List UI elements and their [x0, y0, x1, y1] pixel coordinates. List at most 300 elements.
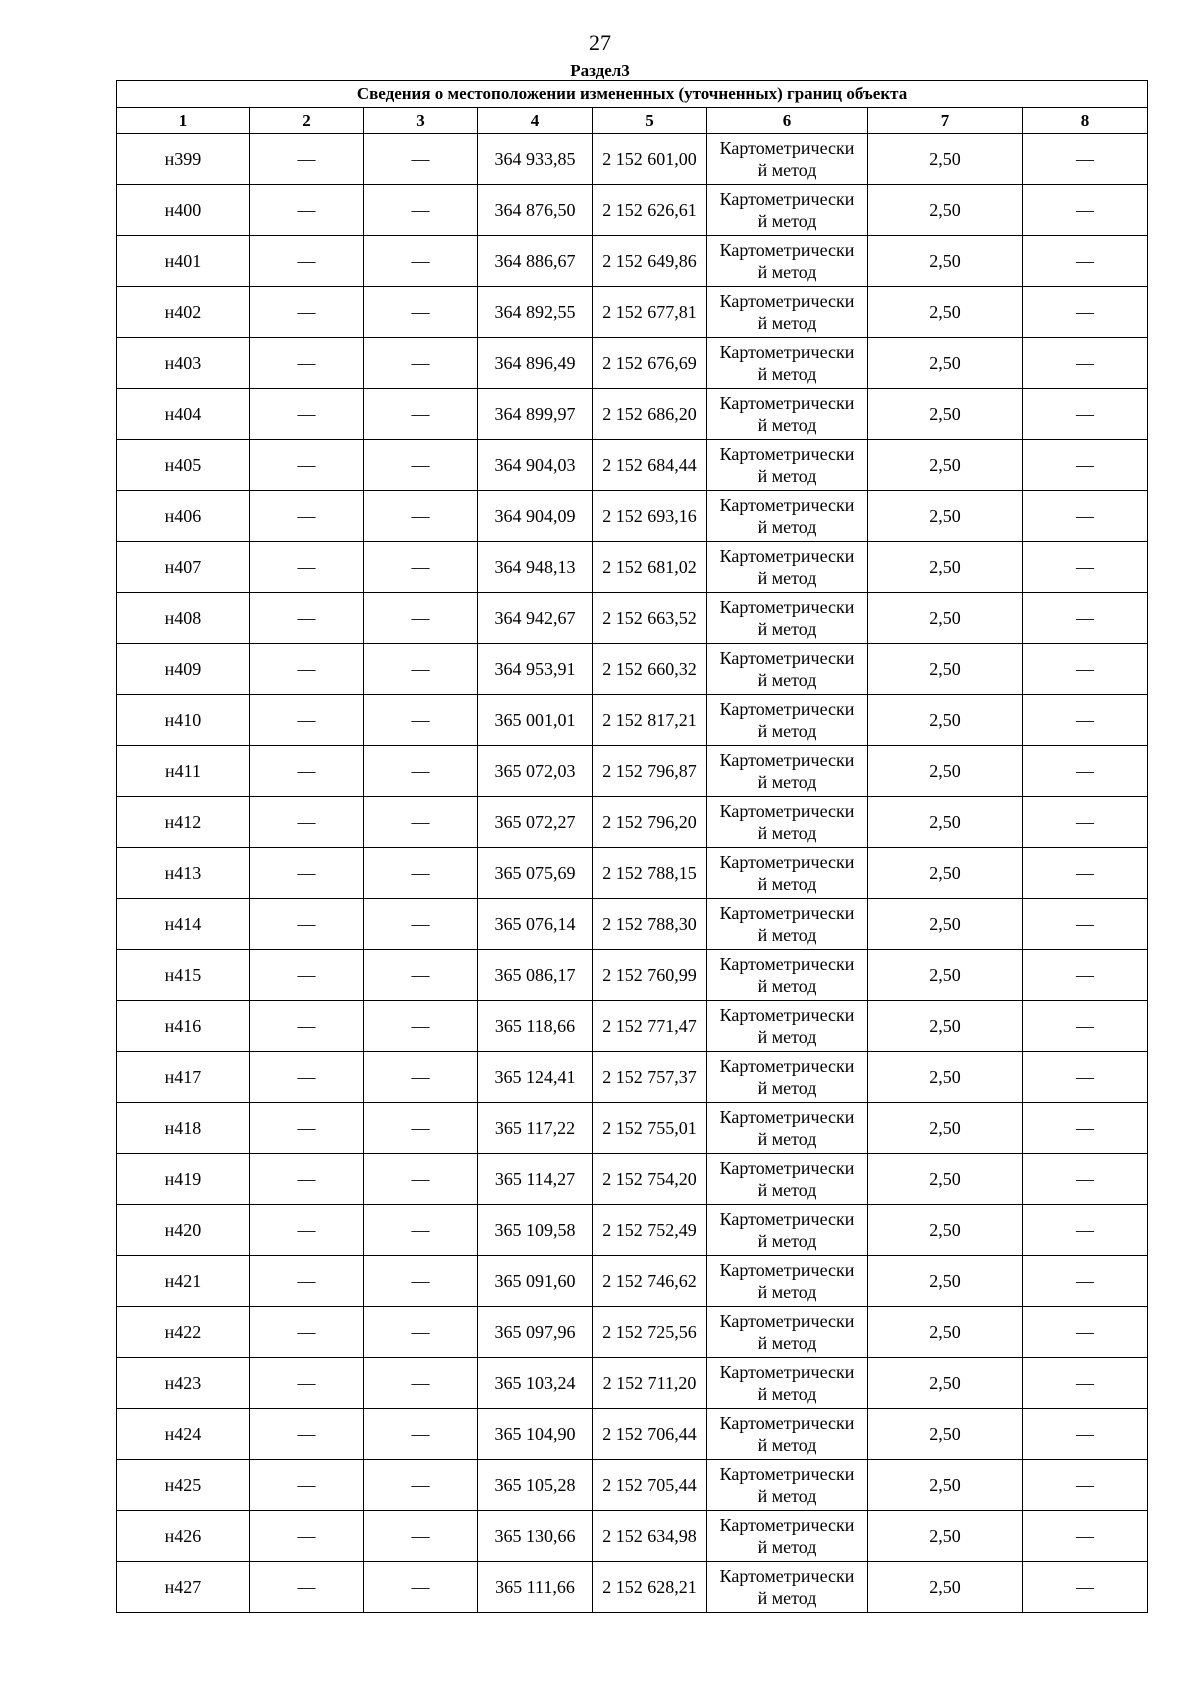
col2-cell: —: [250, 287, 364, 338]
table-row: [117, 899, 1148, 950]
x-coordinate-cell: 364 876,50: [478, 185, 593, 236]
y-coordinate-cell: 2 152 796,20: [593, 797, 707, 848]
method-cell: [707, 1307, 868, 1358]
point-id-cell: н406: [117, 491, 250, 542]
method-cell: [707, 1256, 868, 1307]
point-id-cell: н399: [117, 134, 250, 185]
x-coordinate-cell: 365 109,58: [478, 1205, 593, 1256]
col8-cell: —: [1023, 1001, 1148, 1052]
col2-cell: —: [250, 1052, 364, 1103]
table-row: [117, 1562, 1148, 1613]
method-line: Картометрически: [719, 1107, 855, 1127]
method-cell: [707, 185, 868, 236]
col8-cell: —: [1023, 848, 1148, 899]
point-id-cell: н422: [117, 1307, 250, 1358]
table-row: [117, 491, 1148, 542]
col8-cell: —: [1023, 899, 1148, 950]
x-coordinate-cell: 364 892,55: [478, 287, 593, 338]
table-row: [117, 1358, 1148, 1409]
col3-cell: —: [364, 848, 478, 899]
point-id-cell: н407: [117, 542, 250, 593]
table-row: [117, 746, 1148, 797]
y-coordinate-cell: 2 152 628,21: [593, 1562, 707, 1613]
method-line: Картометрически: [719, 597, 855, 617]
table-row: [117, 1001, 1148, 1052]
x-coordinate-cell: 365 091,60: [478, 1256, 593, 1307]
method-line: Картометрически: [719, 1515, 855, 1535]
accuracy-cell: 2,50: [868, 1409, 1023, 1460]
accuracy-cell: 2,50: [868, 1358, 1023, 1409]
method-line: й метод: [757, 874, 817, 894]
col8-cell: —: [1023, 797, 1148, 848]
method-line: Картометрически: [719, 954, 855, 974]
method-line: й метод: [757, 772, 817, 792]
col3-cell: —: [364, 593, 478, 644]
method-cell: [707, 1358, 868, 1409]
accuracy-cell: 2,50: [868, 338, 1023, 389]
accuracy-cell: 2,50: [868, 1511, 1023, 1562]
point-id-cell: н416: [117, 1001, 250, 1052]
point-id-cell: н421: [117, 1256, 250, 1307]
method-line: й метод: [757, 1078, 817, 1098]
point-id-cell: н415: [117, 950, 250, 1001]
method-line: й метод: [757, 1282, 817, 1302]
y-coordinate-cell: 2 152 649,86: [593, 236, 707, 287]
accuracy-cell: 2,50: [868, 440, 1023, 491]
column-header: 2: [250, 108, 364, 134]
column-header: 8: [1023, 108, 1148, 134]
accuracy-cell: 2,50: [868, 797, 1023, 848]
col8-cell: —: [1023, 1205, 1148, 1256]
accuracy-cell: 2,50: [868, 542, 1023, 593]
method-line: й метод: [757, 1180, 817, 1200]
col2-cell: —: [250, 1460, 364, 1511]
table-row: [117, 1409, 1148, 1460]
method-line: й метод: [757, 517, 817, 537]
col8-cell: —: [1023, 1103, 1148, 1154]
method-cell: [707, 1154, 868, 1205]
y-coordinate-cell: 2 152 725,56: [593, 1307, 707, 1358]
method-line: й метод: [757, 364, 817, 384]
x-coordinate-cell: 364 933,85: [478, 134, 593, 185]
method-line: Картометрически: [719, 1158, 855, 1178]
column-header: 5: [593, 108, 707, 134]
table-row: [117, 644, 1148, 695]
method-line: й метод: [757, 313, 817, 333]
col3-cell: —: [364, 1460, 478, 1511]
col3-cell: —: [364, 1358, 478, 1409]
col3-cell: —: [364, 1103, 478, 1154]
accuracy-cell: 2,50: [868, 1103, 1023, 1154]
col2-cell: —: [250, 491, 364, 542]
table-row: [117, 236, 1148, 287]
method-line: й метод: [757, 670, 817, 690]
col3-cell: —: [364, 1256, 478, 1307]
method-line: Картометрически: [719, 852, 855, 872]
method-cell: [707, 593, 868, 644]
method-line: й метод: [757, 1231, 817, 1251]
col2-cell: —: [250, 1103, 364, 1154]
y-coordinate-cell: 2 152 760,99: [593, 950, 707, 1001]
table-row: [117, 338, 1148, 389]
y-coordinate-cell: 2 152 757,37: [593, 1052, 707, 1103]
col2-cell: —: [250, 1205, 364, 1256]
col8-cell: —: [1023, 542, 1148, 593]
table-row: [117, 1103, 1148, 1154]
table-row: [117, 1205, 1148, 1256]
x-coordinate-cell: 365 072,03: [478, 746, 593, 797]
y-coordinate-cell: 2 152 755,01: [593, 1103, 707, 1154]
point-id-cell: н424: [117, 1409, 250, 1460]
col3-cell: —: [364, 797, 478, 848]
y-coordinate-cell: 2 152 754,20: [593, 1154, 707, 1205]
point-id-cell: н400: [117, 185, 250, 236]
y-coordinate-cell: 2 152 706,44: [593, 1409, 707, 1460]
method-cell: [707, 1562, 868, 1613]
method-line: й метод: [757, 925, 817, 945]
method-line: Картометрически: [719, 495, 855, 515]
method-line: й метод: [757, 1537, 817, 1557]
col2-cell: —: [250, 899, 364, 950]
y-coordinate-cell: 2 152 796,87: [593, 746, 707, 797]
x-coordinate-cell: 365 117,22: [478, 1103, 593, 1154]
method-line: Картометрически: [719, 546, 855, 566]
point-id-cell: н405: [117, 440, 250, 491]
method-line: Картометрически: [719, 291, 855, 311]
x-coordinate-cell: 365 114,27: [478, 1154, 593, 1205]
y-coordinate-cell: 2 152 663,52: [593, 593, 707, 644]
method-line: й метод: [757, 619, 817, 639]
point-id-cell: н412: [117, 797, 250, 848]
col3-cell: —: [364, 338, 478, 389]
x-coordinate-cell: 364 896,49: [478, 338, 593, 389]
method-cell: [707, 695, 868, 746]
x-coordinate-cell: 365 130,66: [478, 1511, 593, 1562]
col2-cell: —: [250, 1511, 364, 1562]
y-coordinate-cell: 2 152 686,20: [593, 389, 707, 440]
table-row: [117, 1154, 1148, 1205]
point-id-cell: н402: [117, 287, 250, 338]
point-id-cell: н413: [117, 848, 250, 899]
method-cell: [707, 389, 868, 440]
col3-cell: —: [364, 389, 478, 440]
method-line: й метод: [757, 568, 817, 588]
accuracy-cell: 2,50: [868, 848, 1023, 899]
col3-cell: —: [364, 1205, 478, 1256]
method-line: Картометрически: [719, 444, 855, 464]
col8-cell: —: [1023, 185, 1148, 236]
method-line: Картометрически: [719, 393, 855, 413]
method-cell: [707, 338, 868, 389]
table-title-row: [117, 81, 1148, 108]
col3-cell: —: [364, 746, 478, 797]
y-coordinate-cell: 2 152 660,32: [593, 644, 707, 695]
point-id-cell: н401: [117, 236, 250, 287]
col8-cell: —: [1023, 1256, 1148, 1307]
y-coordinate-cell: 2 152 693,16: [593, 491, 707, 542]
col8-cell: —: [1023, 644, 1148, 695]
col2-cell: —: [250, 1562, 364, 1613]
accuracy-cell: 2,50: [868, 389, 1023, 440]
method-cell: [707, 236, 868, 287]
method-line: Картометрически: [719, 1209, 855, 1229]
accuracy-cell: 2,50: [868, 236, 1023, 287]
section-title: Раздел3: [570, 61, 630, 80]
col8-cell: —: [1023, 695, 1148, 746]
method-line: Картометрически: [719, 1464, 855, 1484]
method-cell: [707, 746, 868, 797]
col3-cell: —: [364, 236, 478, 287]
accuracy-cell: 2,50: [868, 1307, 1023, 1358]
col2-cell: —: [250, 797, 364, 848]
col3-cell: —: [364, 287, 478, 338]
x-coordinate-cell: 365 103,24: [478, 1358, 593, 1409]
x-coordinate-cell: 364 886,67: [478, 236, 593, 287]
column-header: 7: [868, 108, 1023, 134]
table-row: [117, 1256, 1148, 1307]
method-line: Картометрически: [719, 138, 855, 158]
x-coordinate-cell: 364 948,13: [478, 542, 593, 593]
point-id-cell: н423: [117, 1358, 250, 1409]
table-row: [117, 1052, 1148, 1103]
method-line: й метод: [757, 1486, 817, 1506]
column-header: 4: [478, 108, 593, 134]
table-row: [117, 1460, 1148, 1511]
table-row: [117, 593, 1148, 644]
col3-cell: —: [364, 950, 478, 1001]
y-coordinate-cell: 2 152 684,44: [593, 440, 707, 491]
accuracy-cell: 2,50: [868, 1256, 1023, 1307]
method-cell: [707, 644, 868, 695]
col2-cell: —: [250, 134, 364, 185]
method-line: Картометрически: [719, 1566, 855, 1586]
col8-cell: —: [1023, 287, 1148, 338]
col2-cell: —: [250, 1307, 364, 1358]
table-row: [117, 797, 1148, 848]
method-cell: [707, 134, 868, 185]
col3-cell: —: [364, 1001, 478, 1052]
table-row: [117, 134, 1148, 185]
col2-cell: —: [250, 542, 364, 593]
table-row: [117, 1307, 1148, 1358]
col2-cell: —: [250, 695, 364, 746]
point-id-cell: н418: [117, 1103, 250, 1154]
method-cell: [707, 1103, 868, 1154]
accuracy-cell: 2,50: [868, 644, 1023, 695]
col2-cell: —: [250, 950, 364, 1001]
method-cell: [707, 1001, 868, 1052]
method-line: й метод: [757, 262, 817, 282]
accuracy-cell: 2,50: [868, 185, 1023, 236]
column-header: 3: [364, 108, 478, 134]
col3-cell: —: [364, 1052, 478, 1103]
y-coordinate-cell: 2 152 771,47: [593, 1001, 707, 1052]
x-coordinate-cell: 365 075,69: [478, 848, 593, 899]
point-id-cell: н410: [117, 695, 250, 746]
method-line: й метод: [757, 721, 817, 741]
col3-cell: —: [364, 899, 478, 950]
accuracy-cell: 2,50: [868, 1052, 1023, 1103]
col2-cell: —: [250, 593, 364, 644]
method-line: й метод: [757, 823, 817, 843]
accuracy-cell: 2,50: [868, 746, 1023, 797]
col8-cell: —: [1023, 1052, 1148, 1103]
y-coordinate-cell: 2 152 788,15: [593, 848, 707, 899]
accuracy-cell: 2,50: [868, 1205, 1023, 1256]
col8-cell: —: [1023, 1460, 1148, 1511]
method-line: Картометрически: [719, 1056, 855, 1076]
col8-cell: —: [1023, 1358, 1148, 1409]
method-line: Картометрически: [719, 189, 855, 209]
method-line: Картометрически: [719, 240, 855, 260]
col8-cell: —: [1023, 338, 1148, 389]
x-coordinate-cell: 364 899,97: [478, 389, 593, 440]
point-id-cell: н408: [117, 593, 250, 644]
accuracy-cell: 2,50: [868, 1001, 1023, 1052]
method-cell: [707, 899, 868, 950]
table-row: [117, 848, 1148, 899]
y-coordinate-cell: 2 152 746,62: [593, 1256, 707, 1307]
x-coordinate-cell: 365 076,14: [478, 899, 593, 950]
point-id-cell: н404: [117, 389, 250, 440]
page-number: 27: [589, 30, 611, 55]
y-coordinate-cell: 2 152 817,21: [593, 695, 707, 746]
col8-cell: —: [1023, 1409, 1148, 1460]
table-row: [117, 542, 1148, 593]
column-number-row: [117, 108, 1148, 134]
accuracy-cell: 2,50: [868, 1562, 1023, 1613]
method-line: Картометрически: [719, 903, 855, 923]
method-cell: [707, 287, 868, 338]
point-id-cell: н417: [117, 1052, 250, 1103]
col3-cell: —: [364, 134, 478, 185]
method-line: й метод: [757, 466, 817, 486]
point-id-cell: н420: [117, 1205, 250, 1256]
method-cell: [707, 1052, 868, 1103]
method-line: Картометрически: [719, 699, 855, 719]
col3-cell: —: [364, 185, 478, 236]
point-id-cell: н426: [117, 1511, 250, 1562]
col3-cell: —: [364, 1409, 478, 1460]
method-cell: [707, 1460, 868, 1511]
col8-cell: —: [1023, 1307, 1148, 1358]
col8-cell: —: [1023, 491, 1148, 542]
col8-cell: —: [1023, 950, 1148, 1001]
x-coordinate-cell: 365 001,01: [478, 695, 593, 746]
table-row: [117, 1511, 1148, 1562]
col3-cell: —: [364, 1154, 478, 1205]
y-coordinate-cell: 2 152 677,81: [593, 287, 707, 338]
col3-cell: —: [364, 491, 478, 542]
col8-cell: —: [1023, 593, 1148, 644]
col2-cell: —: [250, 1001, 364, 1052]
x-coordinate-cell: 364 953,91: [478, 644, 593, 695]
method-cell: [707, 950, 868, 1001]
accuracy-cell: 2,50: [868, 134, 1023, 185]
accuracy-cell: 2,50: [868, 1460, 1023, 1511]
y-coordinate-cell: 2 152 711,20: [593, 1358, 707, 1409]
accuracy-cell: 2,50: [868, 491, 1023, 542]
column-header: 1: [117, 108, 250, 134]
method-line: Картометрически: [719, 1413, 855, 1433]
table-row: [117, 287, 1148, 338]
accuracy-cell: 2,50: [868, 593, 1023, 644]
method-line: Картометрически: [719, 1362, 855, 1382]
y-coordinate-cell: 2 152 705,44: [593, 1460, 707, 1511]
col8-cell: —: [1023, 1562, 1148, 1613]
method-cell: [707, 1511, 868, 1562]
accuracy-cell: 2,50: [868, 899, 1023, 950]
col2-cell: —: [250, 440, 364, 491]
method-line: й метод: [757, 1333, 817, 1353]
method-cell: [707, 1409, 868, 1460]
method-line: й метод: [757, 211, 817, 231]
col2-cell: —: [250, 1358, 364, 1409]
x-coordinate-cell: 365 086,17: [478, 950, 593, 1001]
method-cell: [707, 797, 868, 848]
x-coordinate-cell: 365 072,27: [478, 797, 593, 848]
col2-cell: —: [250, 746, 364, 797]
method-line: Картометрически: [719, 1311, 855, 1331]
col3-cell: —: [364, 440, 478, 491]
col2-cell: —: [250, 389, 364, 440]
col2-cell: —: [250, 236, 364, 287]
col2-cell: —: [250, 1409, 364, 1460]
point-id-cell: н425: [117, 1460, 250, 1511]
method-line: Картометрически: [719, 1005, 855, 1025]
method-line: Картометрически: [719, 750, 855, 770]
point-id-cell: н403: [117, 338, 250, 389]
accuracy-cell: 2,50: [868, 287, 1023, 338]
y-coordinate-cell: 2 152 681,02: [593, 542, 707, 593]
table-title: Сведения о местоположении измененных (уточненных) границ объекта: [117, 81, 1148, 108]
col3-cell: —: [364, 542, 478, 593]
method-cell: [707, 848, 868, 899]
x-coordinate-cell: 365 097,96: [478, 1307, 593, 1358]
x-coordinate-cell: 364 942,67: [478, 593, 593, 644]
accuracy-cell: 2,50: [868, 950, 1023, 1001]
method-line: й метод: [757, 1384, 817, 1404]
table-row: [117, 950, 1148, 1001]
y-coordinate-cell: 2 152 601,00: [593, 134, 707, 185]
y-coordinate-cell: 2 152 788,30: [593, 899, 707, 950]
method-cell: [707, 1205, 868, 1256]
method-line: Картометрически: [719, 1260, 855, 1280]
col2-cell: —: [250, 338, 364, 389]
col8-cell: —: [1023, 1154, 1148, 1205]
col3-cell: —: [364, 1511, 478, 1562]
y-coordinate-cell: 2 152 626,61: [593, 185, 707, 236]
col3-cell: —: [364, 1307, 478, 1358]
col3-cell: —: [364, 644, 478, 695]
col8-cell: —: [1023, 1511, 1148, 1562]
method-line: й метод: [757, 415, 817, 435]
method-line: Картометрически: [719, 342, 855, 362]
x-coordinate-cell: 365 104,90: [478, 1409, 593, 1460]
col8-cell: —: [1023, 746, 1148, 797]
x-coordinate-cell: 365 105,28: [478, 1460, 593, 1511]
col8-cell: —: [1023, 236, 1148, 287]
method-cell: [707, 491, 868, 542]
col8-cell: —: [1023, 440, 1148, 491]
method-line: Картометрически: [719, 801, 855, 821]
col8-cell: —: [1023, 134, 1148, 185]
column-header: 6: [707, 108, 868, 134]
table-row: [117, 389, 1148, 440]
method-line: й метод: [757, 1129, 817, 1149]
method-line: й метод: [757, 160, 817, 180]
boundary-coordinates-table: [116, 80, 1148, 1613]
